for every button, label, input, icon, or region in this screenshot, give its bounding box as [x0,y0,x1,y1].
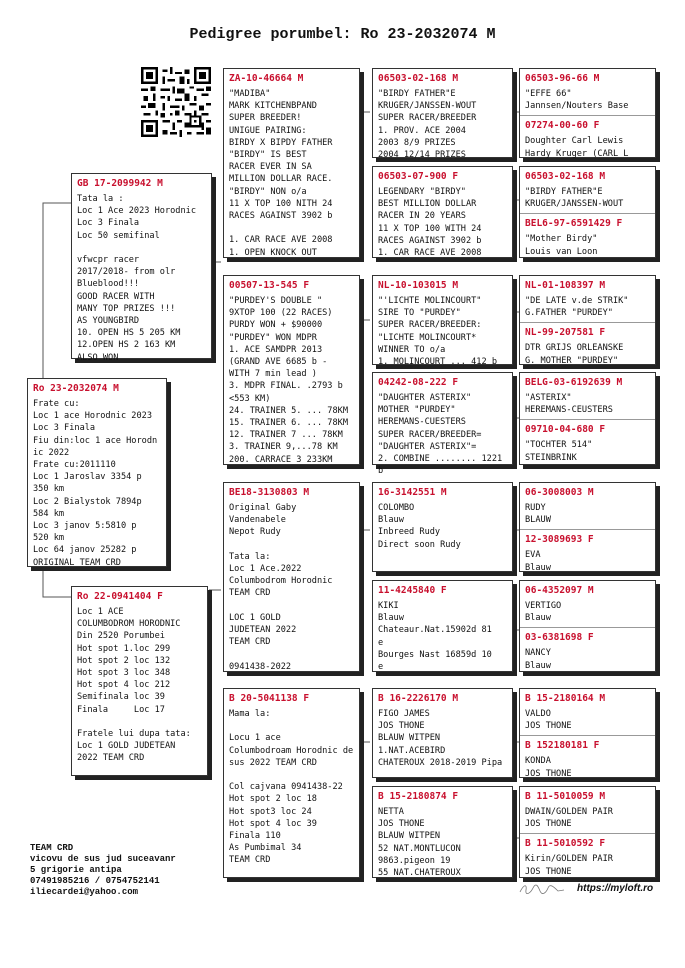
page-title: Pedigree porumbel: Ro 23-2032074 M [189,26,496,43]
pigeon-notes: Doughter Carl Lewis Hardy Kruger (CARL L [525,136,629,159]
pigeon-notes: "MADIBA" MARK KITCHENBPAND SUPER BREEDER! UNIGUE PAIRING: BIRDY X BIPDY FATHER "BIRDY" IS BEST RACER EVER IN SA MILLION DOLLAR RACE. "BIRDY" NON o/a 11 X TOP 100 NITH 24 RACES AGAINST 3902 b 1. CAR RACE AVE 2008 1. OPEN KNOCK OUT [229,89,333,258]
owner-contact [30,843,176,898]
pigeon-card-main[interactable] [27,378,167,567]
pigeon-notes: "ASTERIX" HEREMANS-CEUSTERS [525,393,613,416]
pigeon-notes: COLOMBO Blauw Inbreed Rudy Direct soon Rudy [378,503,461,550]
pigeon-card-sds[interactable] [372,275,513,368]
pigeon-notes: "Mother Birdy" Louis van Loon [525,234,598,257]
divider [520,115,655,116]
pigeon-card-ss[interactable] [223,68,360,258]
pigeon-ring-number: 03-6381698 F [525,632,594,644]
divider [520,322,655,323]
pigeon-ring-number: B 15-2180874 F [378,791,459,802]
signature-icon [518,882,566,896]
pigeon-ring-number: B 20-5041138 F [229,693,310,704]
pigeon-card-pair-6[interactable] [519,580,656,672]
pigeon-ring-number: 06-3008003 M [525,487,594,498]
pigeon-card-pair-5[interactable] [519,482,656,572]
pigeon-ring-number: B 15-2180164 M [525,693,606,704]
website-link[interactable]: https://myloft.ro [577,883,654,894]
qr-code [141,67,211,137]
pigeon-notes: FIGO JAMES JOS THONE BLAUW WITPEN 1.NAT.ACEBIRD CHATEROUX 2018-2019 Pipa [378,709,503,768]
pigeon-card-pair-1[interactable] [519,68,656,158]
pigeon-ring-number: BE18-3130803 M [229,487,310,498]
pigeon-notes: NANCY Blauw [525,648,551,671]
pigeon-notes: "EFFE 66" Jannsen/Nouters Base [525,89,629,112]
pigeon-card-ssd[interactable] [372,166,513,258]
pigeon-ring-number: GB 17-2099942 M [77,178,163,189]
pigeon-notes: DTR GRIJS ORLEANSKE G. MOTHER "PURDEY" [525,343,624,366]
owner-team: TEAM CRD [30,843,74,853]
pigeon-notes: VALDO JOS THONE [525,709,572,732]
pigeon-card-dds[interactable] [372,688,513,778]
pigeon-card-dsd[interactable] [372,580,513,672]
pigeon-card-dam[interactable] [71,586,208,776]
pigeon-ring-number: B 16-2226170 M [378,693,459,704]
pigeon-ring-number: 00507-13-545 F [229,280,310,291]
pigeon-ring-number: NL-99-207581 F [525,327,606,339]
divider [520,213,655,214]
pigeon-card-dd[interactable] [223,688,360,878]
pigeon-ring-number: BELG-03-6192639 M [525,377,623,388]
pigeon-ring-number: B 152180181 F [525,740,600,752]
pigeon-card-pair-7[interactable] [519,688,656,778]
pigeon-notes: "BIRDY FATHER"E KRUGER/JANSSEN-WOUT SUPER RACER/BREEDER 1. PROV. ACE 2004 2003 8/9 PRIZES 2004 12/14 PRIZES [378,89,477,161]
pigeon-ring-number: 06503-96-66 M [525,73,600,84]
pigeon-card-sire[interactable] [71,173,212,363]
pigeon-ring-number: 16-3142551 M [378,487,447,498]
pigeon-card-pair-2[interactable] [519,166,656,258]
pigeon-ring-number: ZA-10-46664 M [229,73,304,84]
pigeon-card-sdd[interactable] [372,372,513,477]
pigeon-card-dss[interactable] [372,482,513,572]
pigeon-notes: "DE LATE v.de STRIK" G.FATHER "PURDEY" [525,296,629,319]
pigeon-notes: DWAIN/GOLDEN PAIR JOS THONE [525,807,613,830]
owner-phone: 07491985216 / 0754752141 [30,876,160,886]
pigeon-notes: Tata la : Loc 1 Ace 2023 Horodnic Loc 3 Finala Loc 50 semifinal vfwcpr racer 2017/2018- from olr Blueblood!!! GOOD RACER WITH MANY TOP PRIZES !!! AS YOUNGBIRD 10. OPEN HS 5 205 KM 12.OPEN HS 2 163 KM ALSO WON [77,194,196,363]
pigeon-ring-number: NL-10-103015 M [378,280,459,291]
divider [520,833,655,834]
pigeon-ring-number: 06503-07-900 F [378,171,459,182]
owner-email[interactable]: iliecardei@yahoo.com [30,887,139,897]
pigeon-ring-number: 06-4352097 M [525,585,594,596]
divider [520,419,655,420]
pigeon-ring-number: 06503-02-168 M [525,171,606,182]
pigeon-notes: Kirin/GOLDEN PAIR JOS THONE [525,854,613,877]
pigeon-card-pair-8[interactable] [519,786,656,878]
pigeon-ring-number: 11-4245840 F [378,585,447,596]
owner-street: 5 grigorie antipa [30,865,122,875]
pigeon-ring-number: 09710-04-680 F [525,424,606,436]
owner-address: vicovu de sus jud suceavanr [30,854,176,864]
pigeon-card-pair-3[interactable] [519,275,656,365]
divider [520,735,655,736]
pigeon-card-pair-4[interactable] [519,372,656,465]
divider [520,529,655,530]
divider [520,627,655,628]
pigeon-ring-number: B 11-5010592 F [525,838,606,850]
pigeon-notes: EVA Blauw [525,550,551,573]
pigeon-notes: Mama la: Locu 1 ace Columbodroam Horodnic de sus 2022 TEAM CRD Col cajvana 0941438-22 Hot spot 2 loc 18 Hot spot3 loc 24 Hot spot 4 loc 39 Finala 110 As Pumbimal 34 TEAM CRD [229,709,354,866]
pigeon-ring-number: 07274-00-60 F [525,120,600,132]
pigeon-card-ds[interactable] [223,482,360,672]
pigeon-notes: LEGENDARY "BIRDY" BEST MILLION DOLLAR RACER IN 20 YEARS 11 X TOP 100 WITH 24 RACES AGAINST 3902 b 1. CAR RACE AVE 2008 [378,187,482,259]
pigeon-notes: "PURDEY'S DOUBLE " 9XTOP 100 (22 RACES) PURDY WON + $90000 "PURDEY" WON MDPR 1. ACE SAMDPR 2013 (GRAND AVE 6685 b - WITH 7 min lead ) 3. MDPR FINAL. .2793 b <553 KM) 24. TRAINER 5. ... 78KM 15. TRAINER 6. ... 78KM 12. TRAINER 7 ... 78KM 3. TRAINER 9,...78 KM 200. CARRACE 3 233KM [229,296,348,465]
pigeon-ring-number: NL-01-108397 M [525,280,606,291]
pigeon-notes: RUDY BLAUW [525,503,551,526]
pigeon-ring-number: BEL6-97-6591429 F [525,218,623,230]
pigeon-card-sd[interactable] [223,275,360,465]
pigeon-ring-number: 06503-02-168 M [378,73,459,84]
pigeon-ring-number: 04242-08-222 F [378,377,459,388]
pigeon-notes: Loc 1 ACE COLUMBODROM HORODNIC Din 2520 Porumbei Hot spot 1.loc 299 Hot spot 2 loc 132 Hot spot 3 loc 348 Hot spot 4 loc 212 Semifinala loc 39 Finala Loc 17 Fratele lui dupa tata: Loc 1 GOLD JUDETEAN 2022 TEAM CRD [77,607,191,764]
pigeon-notes: "'LICHTE MOLINCOURT" SIRE TO "PURDEY" SUPER RACER/BREEDER: "LICHTE MOLINCOURT* WINNER TO o/a 1. MOLINCOURT ... 412 b [378,296,497,368]
pigeon-notes: KONDA JOS THONE [525,756,572,779]
pigeon-notes: "BIRDY FATHER"E KRUGER/JANSSEN-WOUT [525,187,624,210]
pigeon-notes: KIKI Blauw Chateaur.Nat.15902d 81 e Bourges Nast 16859d 10 e [378,601,492,673]
pigeon-notes: VERTIGO Blauw [525,601,562,624]
pigeon-ring-number: Ro 23-2032074 M [33,383,119,394]
pigeon-ring-number: Ro 22-0941404 F [77,591,163,602]
pigeon-notes: Original Gaby Vandenabele Nepot Rudy Tata la: Loc 1 Ace.2022 Columbodrom Horodnic TEAM CRD LOC 1 GOLD JUDETEAN 2022 TEAM CRD 0941438-2022 [229,503,333,672]
pigeon-card-ddd[interactable] [372,786,513,878]
pigeon-notes: "DAUGHTER ASTERIX" MOTHER "PURDEY" HEREMANS-CUESTERS SUPER RACER/BREEDER= "DAUGHTER ASTERIX"= 2. COMBINE ........ 1221 b [378,393,503,477]
pigeon-card-sss[interactable] [372,68,513,161]
pigeon-notes: Frate cu: Loc 1 ace Horodnic 2023 Loc 3 Finala Fiu din:loc 1 ace Horodn ic 2022 Frate cu:2011110 Loc 1 Jaroslav 3354 p 350 km Loc 2 Bialystok 7894p 584 km Loc 3 janov 5:5810 p 520 km Loc 64 janov 25282 p ORIGINAL TEAM CRD [33,399,158,568]
pigeon-ring-number: B 11-5010059 M [525,791,606,802]
pigeon-ring-number: 12-3089693 F [525,534,594,546]
pigeon-notes: "TOCHTER 514" STEINBRINK [525,440,593,463]
pigeon-notes: NETTA JOS THONE BLAUW WITPEN 52 NAT.MONTLUCON 9863.pigeon 19 55 NAT.CHATEROUX [378,807,461,879]
